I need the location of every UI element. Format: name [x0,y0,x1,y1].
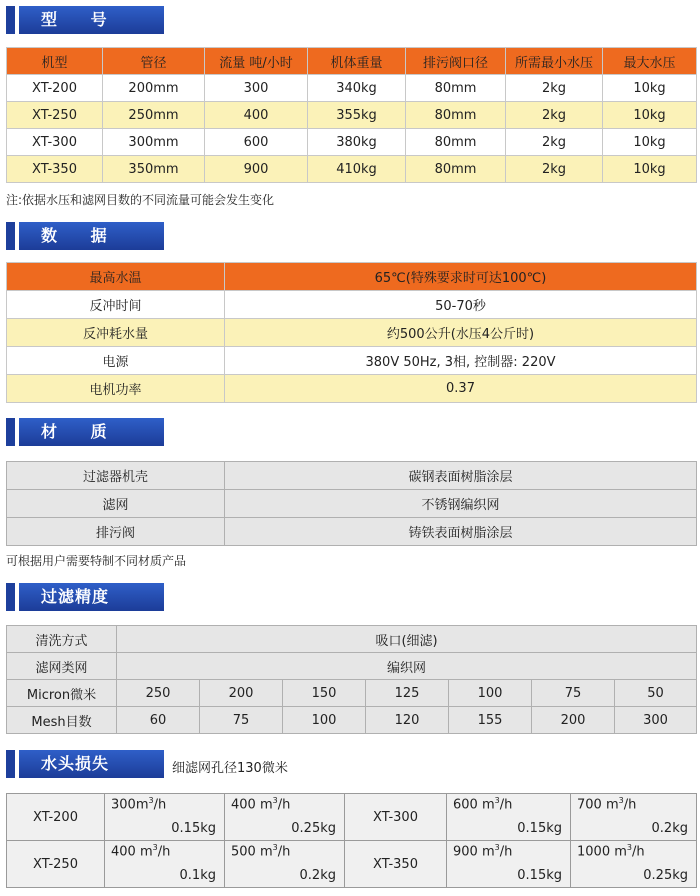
cell: XT-250 [7,102,103,129]
section-header-precision [6,583,164,611]
flow-value: 900 $m^3/h$ [453,842,513,859]
table-row [7,626,697,653]
model-cell: XT-250 [7,841,105,888]
table-row [7,841,697,888]
header-cell: 流量 吨/小时 [205,48,308,75]
cell: 排污阀 [7,518,225,546]
cell: 最高水温 [7,263,225,291]
table-header-row [7,48,697,75]
cell: 380kg [308,129,406,156]
header-cell: 排污阀口径 [406,48,506,75]
headloss-caption: 细滤网孔径130微米 [172,761,288,776]
table-row [7,680,697,707]
table-row [7,375,697,403]
diag-cell [571,794,697,841]
cell: 410kg [308,156,406,183]
section-title: 过滤精度 [19,583,164,611]
model-cell: XT-300 [345,794,447,841]
cell: 80mm [406,156,506,183]
table-row [7,490,697,518]
flow-value: 1000 $m^3/h$ [577,842,645,859]
cell: 50 [615,680,697,707]
loss-value: 0.1kg [179,868,216,883]
cell: 10kg [603,102,697,129]
cell: 2kg [506,102,603,129]
cell: 滤网 [7,490,225,518]
headloss-table [6,793,697,888]
cell: 过滤器机壳 [7,462,225,490]
table-row [7,707,697,734]
diag-cell [225,794,345,841]
diag-cell [105,841,225,888]
cell: 380V 50Hz, 3相, 控制器: 220V [225,347,697,375]
cell: 200 [200,680,283,707]
loss-value: 0.15kg [517,868,562,883]
table-row [7,102,697,129]
table-row [7,156,697,183]
cell: 350mm [103,156,205,183]
cell: XT-300 [7,129,103,156]
section-header-model [6,6,164,34]
model-cell: XT-350 [345,841,447,888]
cell: 电源 [7,347,225,375]
cell: 反冲时间 [7,291,225,319]
cell: 反冲耗水量 [7,319,225,347]
section-header-material [6,418,164,446]
cell: 200 [532,707,615,734]
section-header-data [6,222,164,250]
cell: 300 [205,75,308,102]
section-title: 水头损失 [19,750,164,778]
table-row [7,129,697,156]
table-row [7,518,697,546]
cell: XT-350 [7,156,103,183]
cell: 400 [205,102,308,129]
cell: 10kg [603,156,697,183]
section-title: 数 据 [19,222,164,250]
loss-value: 0.25kg [291,821,336,836]
cell: 10kg [603,75,697,102]
precision-table [6,625,697,734]
material-note: 可根据用户需要特制不同材质产品 [6,554,187,568]
cell: 10kg [603,129,697,156]
table-row [7,462,697,490]
table-row [7,75,697,102]
header-cell: 机体重量 [308,48,406,75]
material-table [6,461,697,546]
cell: 编织网 [117,653,697,680]
model-table [6,47,697,183]
cell: 清洗方式 [7,626,117,653]
loss-value: 0.2kg [651,821,688,836]
cell: 100 [283,707,366,734]
diag-cell [571,841,697,888]
cell: 约500公升(水压4公斤时) [225,319,697,347]
section-title: 型 号 [19,6,164,34]
table-row [7,653,697,680]
cell: 2kg [506,75,603,102]
cell: 80mm [406,75,506,102]
cell: 60 [117,707,200,734]
cell: 150 [283,680,366,707]
diag-cell [225,841,345,888]
cell: XT-200 [7,75,103,102]
table-row [7,291,697,319]
cell: 50-70秒 [225,291,697,319]
cell: 900 [205,156,308,183]
table-row [7,319,697,347]
header-cell: 管径 [103,48,205,75]
header-cell: 最大水压 [603,48,697,75]
flow-value: 500 $m^3/h$ [231,842,291,859]
loss-value: 0.15kg [171,821,216,836]
cell: 200mm [103,75,205,102]
cell: 电机功率 [7,375,225,403]
cell: 120 [366,707,449,734]
flow-value: 600 $m^3/h$ [453,795,513,812]
cell: 碳钢表面树脂涂层 [225,462,697,490]
flow-value: 400 $m^3/h$ [231,795,291,812]
flow-value: 400 $m^3/h$ [111,842,171,859]
diag-cell [105,794,225,841]
model-cell: XT-200 [7,794,105,841]
cell: 300mm [103,129,205,156]
model-note: 注:依据水压和滤网目数的不同流量可能会发生变化 [6,193,275,207]
cell: 600 [205,129,308,156]
table-row [7,263,697,291]
cell: 2kg [506,156,603,183]
cell: 75 [200,707,283,734]
cell: 75 [532,680,615,707]
loss-value: 0.15kg [517,821,562,836]
cell: 250mm [103,102,205,129]
cell: 滤网类网 [7,653,117,680]
flow-value: $300m^3/h$ [111,795,167,812]
cell: 0.37 [225,375,697,403]
table-row [7,794,697,841]
cell: 125 [366,680,449,707]
cell: 155 [449,707,532,734]
cell: 355kg [308,102,406,129]
cell: Mesh目数 [7,707,117,734]
cell: 300 [615,707,697,734]
section-header-headloss [6,750,164,778]
header-cell: 所需最小水压 [506,48,603,75]
diag-cell [447,841,571,888]
cell: 吸口(细滤) [117,626,697,653]
cell: 250 [117,680,200,707]
flow-value: 700 $m^3/h$ [577,795,637,812]
cell: 不锈钢编织网 [225,490,697,518]
cell: 80mm [406,129,506,156]
loss-value: 0.25kg [643,868,688,883]
cell: 100 [449,680,532,707]
diag-cell [447,794,571,841]
header-cell: 机型 [7,48,103,75]
cell: Micron微米 [7,680,117,707]
data-table [6,262,697,403]
cell: 2kg [506,129,603,156]
cell: 340kg [308,75,406,102]
table-row [7,347,697,375]
loss-value: 0.2kg [299,868,336,883]
section-title: 材 质 [19,418,164,446]
cell: 80mm [406,102,506,129]
cell: 65℃(特殊要求时可达100℃) [225,263,697,291]
cell: 铸铁表面树脂涂层 [225,518,697,546]
